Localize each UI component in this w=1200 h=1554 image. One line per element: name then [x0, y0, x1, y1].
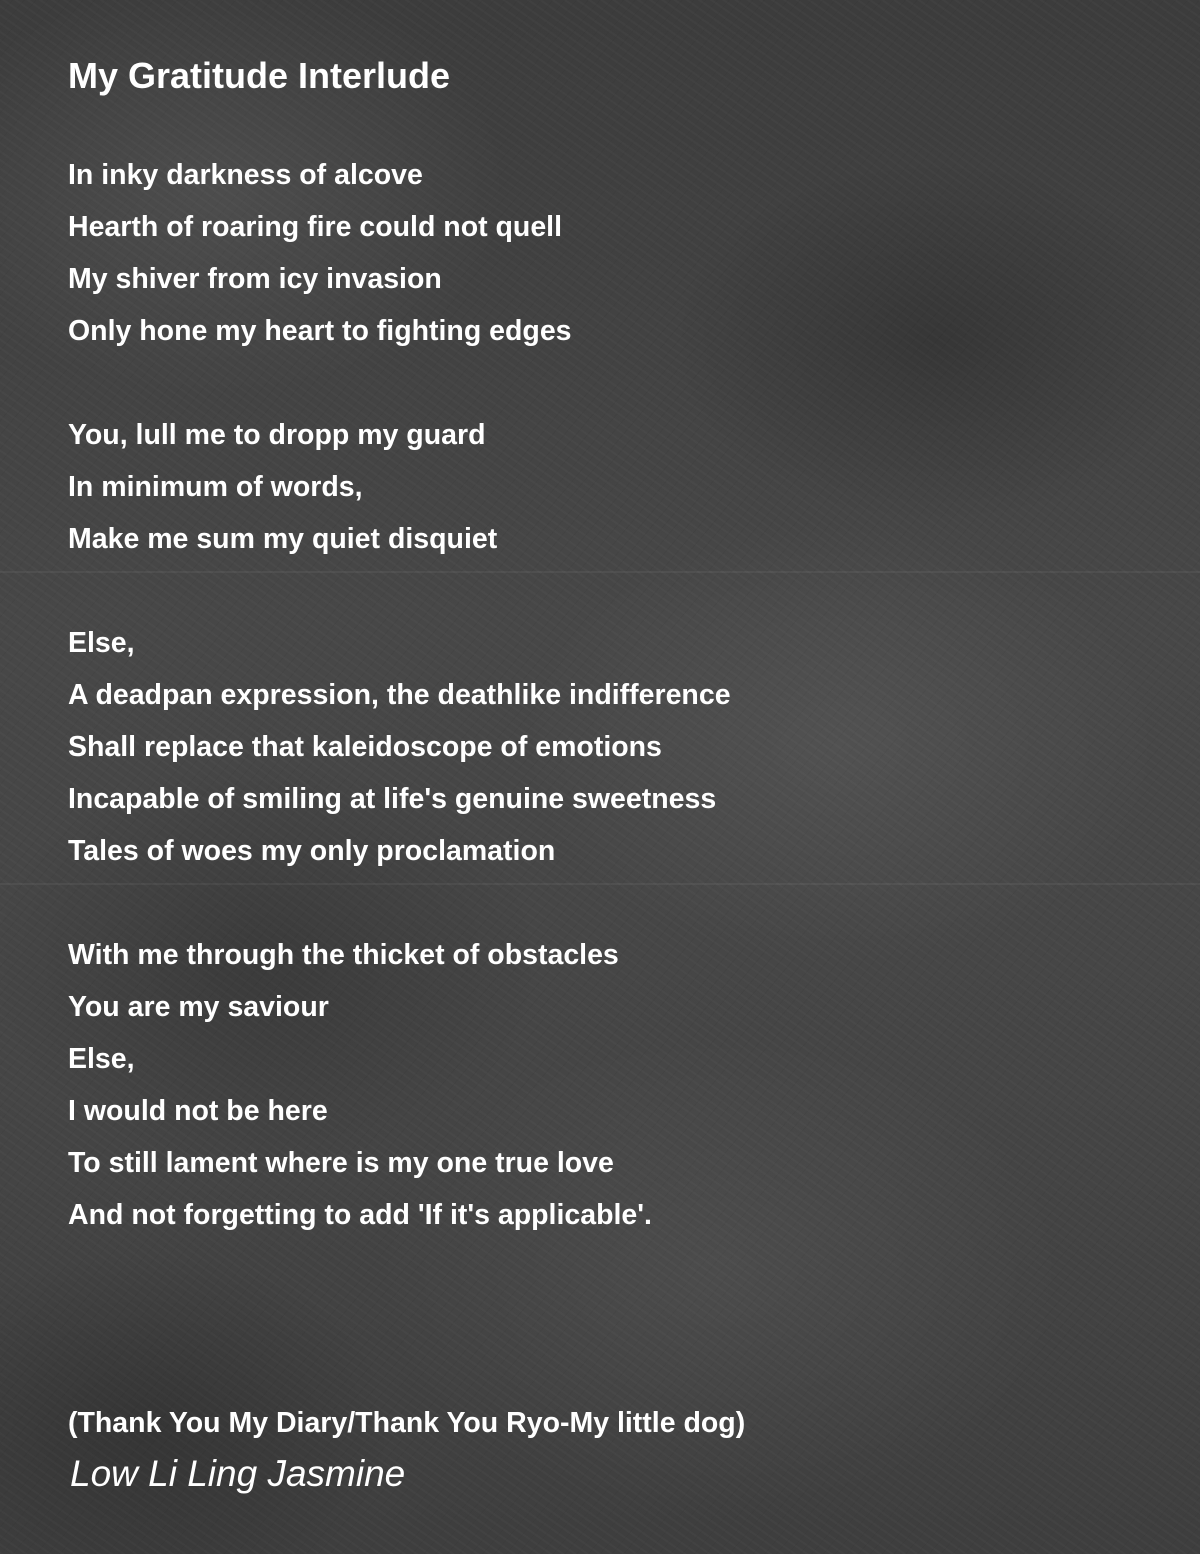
poem-line: To still lament where is my one true love [68, 1147, 614, 1179]
poem-line: Else, [68, 1043, 135, 1075]
stanza [68, 409, 1148, 565]
poem-body [68, 149, 1148, 1449]
stanza-break [68, 1241, 1148, 1293]
poem-title: My Gratitude Interlude [68, 55, 451, 96]
poem-line: In minimum of words, [68, 471, 363, 503]
stanza [68, 617, 1148, 877]
poem-line: Incapable of smiling at life's genuine sweetness [68, 783, 717, 815]
poem-line: A deadpan expression, the deathlike indifference [68, 679, 731, 711]
dedication: (Thank You My Diary/Thank You Ryo-My little dog) [68, 1407, 746, 1439]
poem-line: In inky darkness of alcove [68, 159, 423, 191]
stanza-break [68, 565, 1148, 617]
stanza-break [68, 357, 1148, 409]
poem-line: My shiver from icy invasion [68, 263, 442, 295]
stanza-break [68, 1345, 1148, 1397]
poem-line: With me through the thicket of obstacles [68, 939, 619, 971]
author-name: Low Li Ling Jasmine [70, 1453, 406, 1494]
stanza [68, 929, 1148, 1241]
stanza-break [68, 1293, 1148, 1345]
poem-line: Only hone my heart to fighting edges [68, 315, 572, 347]
poem-line: Make me sum my quiet disquiet [68, 523, 498, 555]
poem-line: You are my saviour [68, 991, 329, 1023]
poem-line: Tales of woes my only proclamation [68, 835, 556, 867]
poem-line: Else, [68, 627, 135, 659]
poem-line: You, lull me to dropp my guard [68, 419, 486, 451]
stanza-break [68, 877, 1148, 929]
stanza [68, 149, 1148, 357]
poem-line: Shall replace that kaleidoscope of emotions [68, 731, 662, 763]
poem-line: I would not be here [68, 1095, 328, 1127]
poem-line: And not forgetting to add 'If it's applicable'. [68, 1199, 652, 1231]
poem-line: Hearth of roaring fire could not quell [68, 211, 563, 243]
